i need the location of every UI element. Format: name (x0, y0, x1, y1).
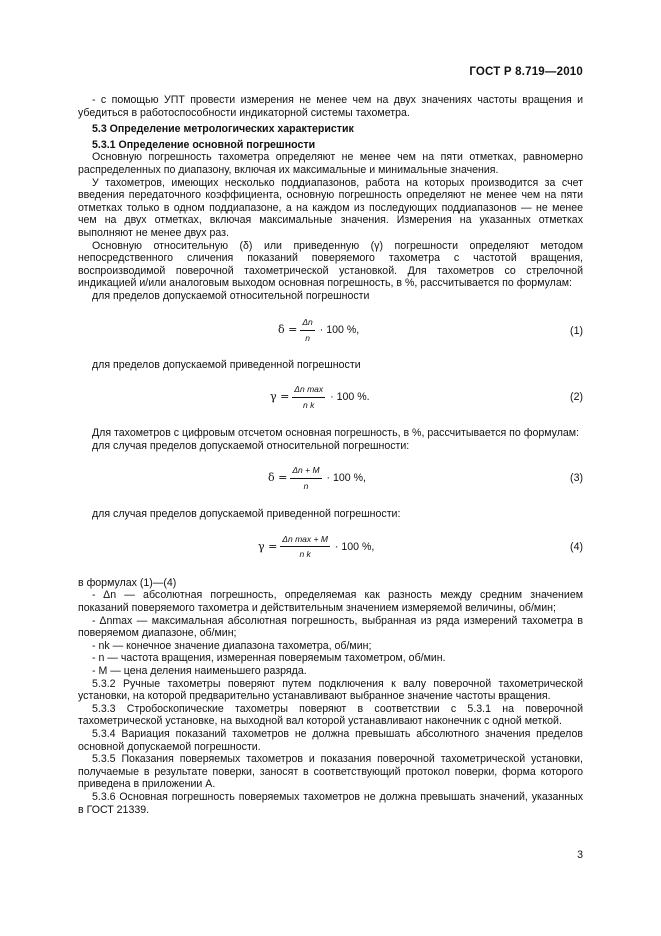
paragraph-5-3-2: 5.3.2 Ручные тахометры поверяют путем подключения к валу поверочной тахометрической установки, на которой предварительно устанавливают выбранное значение частоты вращения. (78, 677, 583, 703)
formula-3-lhs: δ = (268, 470, 288, 484)
legend-intro: в формулах (1)—(4) (78, 576, 177, 589)
formula-4-lhs: γ = (258, 539, 278, 553)
formula-1-number: (1) (570, 324, 583, 337)
legend-item: - M — цена деления наименьшего разряда. (92, 665, 307, 678)
formula-2-rest: · 100 %. (330, 390, 370, 403)
formula-2-number: (2) (570, 391, 583, 404)
paragraph-5-3-1-b: У тахометров, имеющих несколько поддиапазонов, работа на которых производится за счет введения передаточного коэффициента, основную погрешность определяют не менее чем на пяти отметках только в одном поддиапазоне, а на каждом из последующих поддиапазонов — не менее чем на двух отметках, включая максимальные значения. Измерения на указанных отметках выполняют не менее двух раз. (78, 176, 583, 239)
label-reduced-digital: для случая пределов допускаемой приведенной погрешности: (92, 508, 401, 521)
formula-1 (78, 315, 583, 347)
formula-3 (78, 462, 583, 494)
formula-3-fraction (290, 464, 321, 492)
formula-1-rest: · 100 %, (319, 324, 360, 337)
formula-2 (78, 381, 583, 413)
formula-4 (78, 531, 583, 563)
formula-3-denominator: n (303, 480, 309, 491)
paragraph-5-3-6: 5.3.6 Основная погрешность поверяемых тахометров не должна превышать значений, указанных в ГОСТ 21339. (78, 790, 583, 816)
formula-4-numerator: Δn max + M (280, 533, 330, 548)
page-number: 3 (577, 849, 583, 861)
formula-1-numerator: Δn (300, 316, 314, 331)
legend-item: - nk — конечное значение диапазона тахометра, об/мин; (92, 639, 372, 652)
formula-4-denominator: n k (299, 549, 311, 560)
label-relative-error: для пределов допускаемой относительной погрешности (92, 289, 370, 302)
formula-1-lhs: δ = (278, 323, 298, 337)
formula-2-lhs: γ = (270, 389, 290, 403)
label-relative-digital: для случая пределов допускаемой относительной погрешности: (92, 439, 410, 452)
paragraph-5-3-4: 5.3.4 Вариация показаний тахометров не должна превышать абсолютного значения пределов основной допускаемой погрешности. (78, 728, 583, 753)
legend-item: - Δn — абсолютная погрешность, определяемая как разность между средним значением показаний поверяемого тахометра и действительным значением измеряемой величины, об/мин; (78, 589, 583, 615)
paragraph-5-3-1-a: Основную погрешность тахометра определяют не менее чем на пяти отметках, равномерно распределенных по диапазону, включая их максимальные и минимальные значения. (78, 151, 583, 176)
legend-item: - Δnmax — максимальная абсолютная погрешность, выбранная из ряда измерений тахометра в поверяемом диапазоне, об/мин; (78, 614, 583, 640)
digital-intro: Для тахометров с цифровым отсчетом основная погрешность, в %, рассчитывается по формулам: (92, 427, 580, 440)
paragraph-5-3-3: 5.3.3 Стробоскопические тахометры поверяют в соответствии с 5.3.1 на поверочной тахометрической установке, на выходной вал которой устанавливают наконечник с одной меткой. (78, 702, 583, 728)
formula-2-numerator: Δn max (292, 383, 325, 398)
page-body (78, 94, 583, 816)
intro-paragraph: - с помощью УПТ провести измерения не менее чем на двух значениях частоты вращения и убедиться в работоспособности индикаторной системы тахометра. (78, 94, 583, 119)
formula-3-rest: · 100 %, (326, 471, 366, 484)
document-id: ГОСТ Р 8.719—2010 (469, 66, 583, 78)
formula-2-denominator: n k (303, 399, 315, 410)
formula-3-numerator: Δn + M (290, 464, 321, 479)
formula-4-number: (4) (570, 540, 583, 553)
formula-3-number: (3) (570, 472, 583, 485)
label-reduced-error: для пределов допускаемой приведенной погрешности (92, 358, 361, 371)
formula-4-fraction (280, 533, 330, 561)
paragraph-5-3-5: 5.3.5 Показания поверяемых тахометров и показания поверочной тахометрической установки, получаемые в результате поверки, заносят в соответствующий протокол поверки, форма которого приведена в приложении А. (78, 753, 583, 791)
formula-2-fraction (292, 383, 325, 411)
formula-1-fraction (300, 316, 314, 344)
formula-1-denominator: n (305, 333, 310, 343)
legend-item: - n — частота вращения, измеренная поверяемым тахометром, об/мин. (92, 652, 446, 665)
paragraph-5-3-1-c: Основную относительную (δ) или приведенную (γ) погрешности определяют методом непосредственного сличения показаний поверяемого тахометра с частотой вращения, воспроизводимой поверочной тахометрической установкой. Для тахометров со стрелочной индикацией и/или аналоговым выходом основная погрешность, в %, рассчитывается по формулам: (78, 239, 583, 290)
section-5-3-1-title: 5.3.1 Определение основной погрешности (92, 138, 316, 151)
section-5-3-title: 5.3 Определение метрологических характеристик (92, 123, 354, 136)
formula-4-rest: · 100 %, (334, 540, 375, 553)
